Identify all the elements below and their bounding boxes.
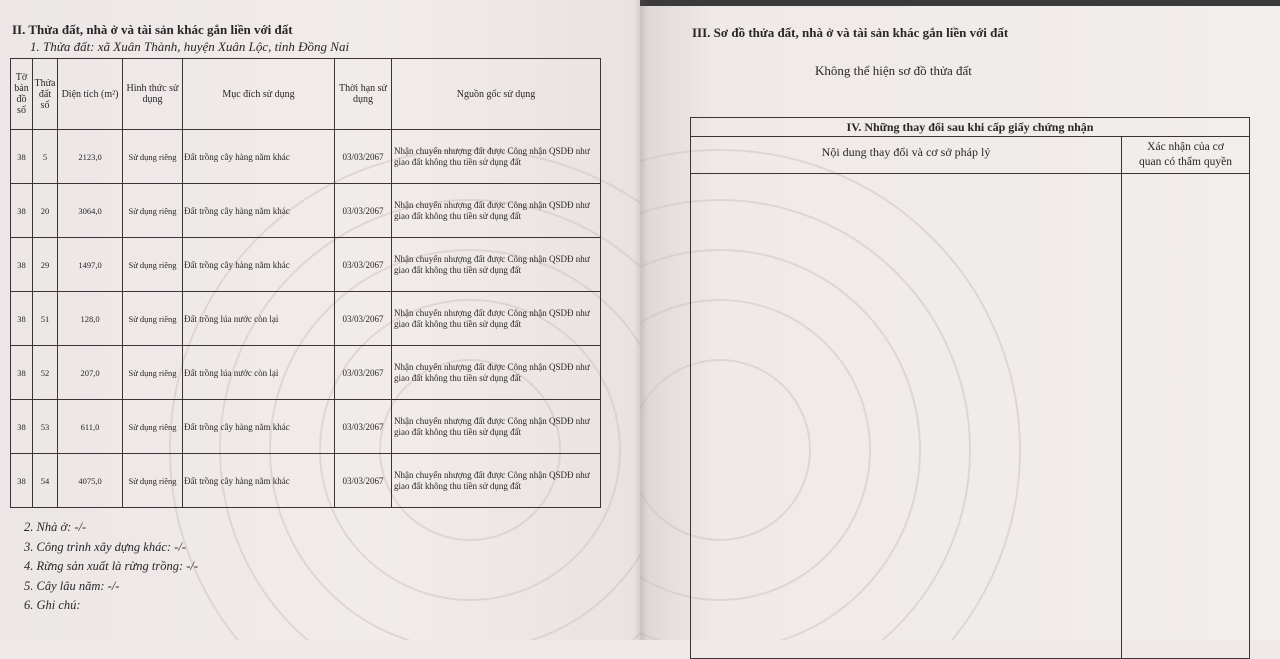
cell-origin: Nhận chuyển nhượng đất được Công nhận QSDĐ như giao đất không thu tiền sử dụng đất (392, 346, 601, 400)
cell-parcel: 29 (33, 238, 58, 292)
cell-origin: Nhận chuyển nhượng đất được Công nhận QSDĐ như giao đất không thu tiền sử dụng đất (392, 292, 601, 346)
book-fold (634, 0, 648, 640)
cell-area: 4075,0 (58, 454, 123, 508)
table-row (11, 184, 601, 238)
note-remarks: 6. Ghi chú: (24, 598, 81, 612)
cell-term: 03/03/2067 (335, 292, 392, 346)
table-row (11, 130, 601, 184)
table-header-row (11, 59, 601, 130)
header-parcel: Thửa đất số (33, 59, 58, 130)
cell-map-sheet: 38 (11, 454, 33, 508)
cell-form: Sử dụng riêng (123, 184, 183, 238)
left-page (0, 0, 640, 640)
cell-parcel: 51 (33, 292, 58, 346)
cell-map-sheet: 38 (11, 238, 33, 292)
cell-term: 03/03/2067 (335, 238, 392, 292)
header-change-content: Nội dung thay đổi và cơ sở pháp lý (821, 145, 991, 159)
section-iii-title: III. Sơ đồ thửa đất, nhà ở và tài sản khác gắn liền với đất (692, 25, 1009, 40)
cell-area: 2123,0 (58, 130, 123, 184)
cell-purpose: Đất trồng cây hàng năm khác (183, 400, 335, 454)
cell-purpose: Đất trồng lúa nước còn lại (183, 292, 335, 346)
other-assets-notes (24, 518, 198, 616)
parcel-location-subtitle: 1. Thửa đất: xã Xuân Thành, huyện Xuân Lộc, tỉnh Đồng Nai (30, 39, 350, 54)
cell-purpose: Đất trồng cây hàng năm khác (183, 238, 335, 292)
cell-term: 03/03/2067 (335, 400, 392, 454)
cell-origin: Nhận chuyển nhượng đất được Công nhận QSDĐ như giao đất không thu tiền sử dụng đất (392, 130, 601, 184)
section-ii-title: II. Thửa đất, nhà ở và tài sản khác gắn liền với đất (12, 22, 293, 37)
changes-table (690, 117, 1250, 659)
cell-form: Sử dụng riêng (123, 400, 183, 454)
page-edge-strip (640, 0, 1280, 6)
header-form: Hình thức sử dụng (123, 59, 183, 130)
cell-area: 207,0 (58, 346, 123, 400)
header-authority-confirmation (1121, 137, 1249, 176)
no-map-text: Không thể hiện sơ đồ thửa đất (815, 63, 972, 78)
cell-parcel: 54 (33, 454, 58, 508)
note-house: 2. Nhà ở: -/- (24, 520, 87, 534)
cell-form: Sử dụng riêng (123, 292, 183, 346)
cell-purpose: Đất trồng cây hàng năm khác (183, 130, 335, 184)
cell-purpose: Đất trồng cây hàng năm khác (183, 454, 335, 508)
cell-origin: Nhận chuyển nhượng đất được Công nhận QSDĐ như giao đất không thu tiền sử dụng đất (392, 238, 601, 292)
table-row (11, 292, 601, 346)
cell-area: 128,0 (58, 292, 123, 346)
cell-area: 3064,0 (58, 184, 123, 238)
cell-origin: Nhận chuyển nhượng đất được Công nhận QSDĐ như giao đất không thu tiền sử dụng đất (392, 400, 601, 454)
note-other-construction: 3. Công trình xây dựng khác: -/- (24, 539, 186, 554)
cell-map-sheet: 38 (11, 184, 33, 238)
table-row (11, 454, 601, 508)
cell-form: Sử dụng riêng (123, 454, 183, 508)
changes-table-title: IV. Những thay đổi sau khi cấp giấy chứng nhận (691, 118, 1249, 137)
header-confirm-line2: quan có thẩm quyền (1139, 156, 1232, 168)
header-area: Diện tích (m²) (58, 59, 123, 130)
cell-form: Sử dụng riêng (123, 130, 183, 184)
header-map-sheet: Tờ bản đồ số (11, 59, 33, 130)
cell-map-sheet: 38 (11, 400, 33, 454)
cell-parcel: 53 (33, 400, 58, 454)
note-production-forest: 4. Rừng sản xuất là rừng trồng: -/- (24, 559, 199, 573)
header-purpose: Mục đích sử dụng (183, 59, 335, 130)
cell-origin: Nhận chuyển nhượng đất được Công nhận QSDĐ như giao đất không thu tiền sử dụng đất (392, 184, 601, 238)
header-confirm-line1: Xác nhận của cơ (1147, 141, 1224, 153)
cell-map-sheet: 38 (11, 346, 33, 400)
cell-origin: Nhận chuyển nhượng đất được Công nhận QSDĐ như giao đất không thu tiền sử dụng đất (392, 454, 601, 508)
cell-parcel: 52 (33, 346, 58, 400)
table-row (11, 400, 601, 454)
cell-area: 1497,0 (58, 238, 123, 292)
cell-purpose: Đất trồng lúa nước còn lại (183, 346, 335, 400)
changes-column-divider (1121, 173, 1122, 658)
table-row (11, 238, 601, 292)
cell-purpose: Đất trồng cây hàng năm khác (183, 184, 335, 238)
cell-term: 03/03/2067 (335, 454, 392, 508)
cell-form: Sử dụng riêng (123, 238, 183, 292)
cell-form: Sử dụng riêng (123, 346, 183, 400)
cell-term: 03/03/2067 (335, 184, 392, 238)
cell-area: 611,0 (58, 400, 123, 454)
land-parcel-table (10, 58, 601, 508)
cell-map-sheet: 38 (11, 292, 33, 346)
note-perennial-trees: 5. Cây lâu năm: -/- (24, 578, 120, 593)
cell-parcel: 20 (33, 184, 58, 238)
header-term: Thời hạn sử dụng (335, 59, 392, 130)
cell-term: 03/03/2067 (335, 346, 392, 400)
cell-map-sheet: 38 (11, 130, 33, 184)
cell-term: 03/03/2067 (335, 130, 392, 184)
cell-parcel: 5 (33, 130, 58, 184)
table-row (11, 346, 601, 400)
header-origin: Nguồn gốc sử dụng (392, 59, 601, 130)
changes-table-header-row (691, 137, 1249, 174)
